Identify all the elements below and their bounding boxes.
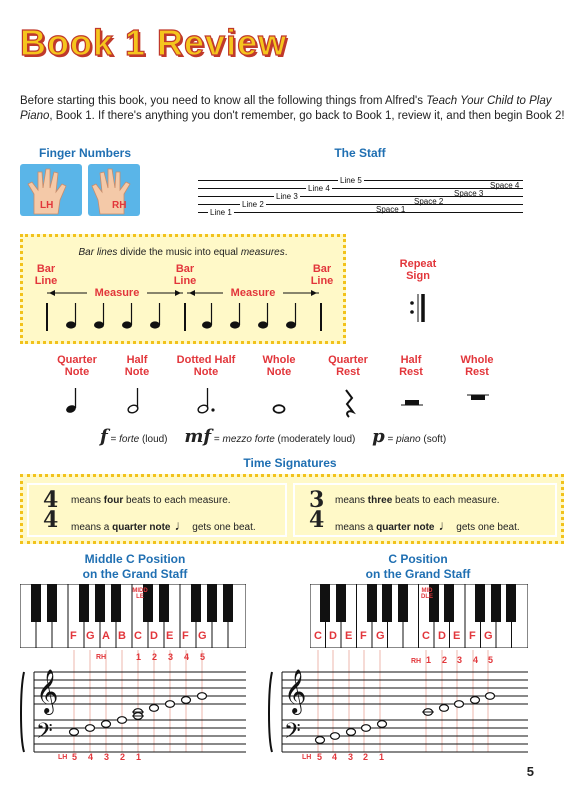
rh-finger-3: 3	[457, 655, 463, 665]
lh-label: LH	[40, 200, 54, 211]
rh-finger-2: 2	[442, 655, 448, 665]
label-l2: Note	[124, 366, 150, 378]
heading-line1: C Position	[388, 552, 448, 566]
c-position-keyboard	[310, 584, 528, 648]
label-l1: Quarter	[57, 354, 97, 366]
intro-text: Before starting this book, you need to know all the following things from Alfred's	[20, 95, 427, 107]
label-space-3: Space 3	[454, 189, 484, 198]
label-line-4: Line 4	[308, 184, 330, 193]
label-space-4: Space 4	[490, 181, 520, 190]
heading-line2: on the Grand Staff	[365, 567, 471, 581]
rh-finger-1: 1	[426, 655, 432, 665]
caption-mid: divide the music into equal	[117, 247, 241, 258]
key-A: A	[102, 630, 110, 642]
bar-word: Bar	[36, 263, 56, 275]
rh-finger-1: 1	[136, 652, 142, 662]
equals: =	[107, 434, 120, 445]
ts-34-line1	[335, 495, 500, 506]
key-D-mid: D	[438, 630, 446, 642]
ts-3-top: 3	[309, 487, 325, 513]
label-line-5: Line 5	[340, 176, 362, 185]
bar-lines-box	[20, 234, 346, 344]
staff-heading: The Staff	[334, 146, 386, 160]
t: beats to each measure.	[392, 495, 500, 506]
rh-finger-5: 5	[200, 652, 206, 662]
key-F: F	[70, 630, 77, 642]
half-rest-label	[376, 354, 446, 378]
dotted-half-note-icon	[197, 388, 215, 414]
key-D: D	[150, 630, 158, 642]
bass-clef-icon: 𝄢	[284, 719, 301, 749]
quarter-rest-icon	[346, 390, 353, 417]
lh-finger-1: 1	[379, 752, 385, 762]
half-note-icon	[127, 388, 139, 414]
treble-clef-icon: 𝄞	[36, 669, 59, 713]
bar-word: Bar	[175, 263, 195, 275]
caption-barlines: Bar lines	[78, 247, 118, 258]
intro-paragraph	[20, 94, 565, 124]
staff-diagram	[198, 178, 523, 218]
key-G-mid: G	[484, 630, 493, 642]
lh-finger-4: 4	[88, 752, 94, 762]
ts-4-top: 4	[43, 487, 59, 513]
measure-label-1: Measure	[87, 287, 147, 299]
equals: =	[211, 434, 223, 445]
whole-rest-label	[442, 354, 512, 378]
label-line-2: Line 2	[242, 200, 264, 209]
dynamic-forte	[100, 426, 168, 447]
c-position-heading	[338, 552, 498, 582]
c-position-lh-label: LH	[302, 754, 312, 761]
whole-note-icon	[274, 405, 285, 413]
key-E-mid: E	[453, 630, 461, 642]
dynamic-piano	[372, 426, 447, 447]
repeat-word: Repeat	[399, 258, 437, 270]
label-l2: Rest	[465, 366, 489, 378]
label-space-1: Space 1	[376, 205, 406, 214]
four-word: four	[103, 495, 124, 506]
label-l2: Note	[64, 366, 90, 378]
key-C: C	[134, 630, 142, 642]
key-C-low: C	[314, 630, 322, 642]
heading-line1: Middle C Position	[84, 552, 186, 566]
caption-end: .	[284, 247, 288, 258]
rh-finger-4: 4	[473, 655, 479, 665]
mezzo-forte-symbol: mf	[184, 426, 212, 447]
piano-desc: (soft)	[420, 434, 447, 445]
repeat-sign-heading	[392, 258, 444, 282]
piano-symbol: p	[372, 426, 385, 447]
middle-c-grand-staff	[20, 650, 246, 762]
key-F-mid: F	[469, 630, 476, 642]
quarter-note-icon: ♩	[434, 517, 457, 533]
bass-clef-icon: 𝄢	[36, 719, 53, 749]
key-E-low: E	[345, 630, 353, 642]
rh-finger-5: 5	[488, 655, 494, 665]
repeat-sign-icon	[406, 292, 430, 324]
c-position-grand-staff	[268, 650, 528, 762]
time-signatures-heading: Time Signatures	[243, 456, 337, 470]
key-G2: G	[198, 630, 207, 642]
lh-finger-3: 3	[348, 752, 354, 762]
time-sig-four-four	[27, 483, 287, 537]
quarter-note-icon: ♩	[170, 517, 193, 533]
ts-4-bottom: 4	[309, 507, 325, 533]
half-rest-icon	[401, 400, 423, 405]
bar-lines-drawing	[23, 237, 343, 341]
key-D-low: D	[329, 630, 337, 642]
quarter-rest-label	[313, 354, 383, 378]
dotted-half-note-label	[166, 354, 246, 378]
middle-c-lh-label: LH	[58, 754, 68, 761]
t: gets one beat.	[192, 522, 256, 533]
label-l1: Quarter	[328, 354, 368, 366]
left-hand-image	[20, 164, 82, 216]
key-E: E	[166, 630, 174, 642]
heading-line2: on the Grand Staff	[82, 567, 188, 581]
middle-c-heading	[55, 552, 215, 582]
ts-44-line2	[71, 517, 256, 533]
forte-desc: (loud)	[139, 434, 168, 445]
page-title: Book 1 Review	[20, 22, 288, 63]
keyboard-drawing	[310, 584, 528, 648]
label-l2: Rest	[399, 366, 423, 378]
forte-symbol: f	[100, 426, 108, 447]
label-l2: Rest	[336, 366, 360, 378]
rh-finger-3: 3	[168, 652, 174, 662]
middle-c-rh-label: RH	[96, 654, 107, 661]
key-F-low: F	[360, 630, 367, 642]
half-note-label	[102, 354, 172, 378]
dynamics-row	[100, 426, 520, 447]
c-position-rh-label: RH	[411, 658, 422, 665]
rh-finger-4: 4	[184, 652, 190, 662]
line-word: Line	[173, 275, 197, 287]
lh-finger-1: 1	[136, 752, 142, 762]
lh-finger-5: 5	[317, 752, 323, 762]
lh-finger-3: 3	[104, 752, 110, 762]
bar-word: Bar	[312, 263, 332, 275]
rh-finger-2: 2	[152, 652, 158, 662]
label-l2: Note	[266, 366, 292, 378]
t: gets one beat.	[456, 522, 520, 533]
treble-clef-icon: 𝄞	[284, 669, 307, 713]
line-word: Line	[34, 275, 58, 287]
lh-finger-2: 2	[120, 752, 126, 762]
finger-numbers-heading: Finger Numbers	[38, 146, 131, 160]
t: means	[335, 495, 368, 506]
quarter-note-word: quarter note	[376, 522, 435, 533]
label-l1: Dotted Half	[176, 354, 236, 366]
label-space-2: Space 2	[414, 197, 444, 206]
t: means a	[71, 522, 113, 533]
intro-book-title: Teach Your Child to Play Piano	[20, 95, 552, 122]
t: beats to each measure.	[123, 495, 231, 506]
label-line-3: Line 3	[276, 192, 298, 201]
lh-finger-5: 5	[72, 752, 78, 762]
caption-measures: measures	[240, 247, 285, 258]
rh-label: RH	[112, 200, 127, 211]
note-symbols	[30, 382, 550, 418]
three-word: three	[367, 495, 393, 506]
key-F2: F	[182, 630, 189, 642]
equals: =	[384, 434, 397, 445]
whole-note-label	[244, 354, 314, 378]
label-l1: Half	[400, 354, 422, 366]
forte-term: forte	[119, 434, 140, 445]
dynamic-mezzo-forte	[184, 426, 356, 447]
mezzo-forte-term: mezzo forte	[222, 434, 275, 445]
label-l1: Whole	[460, 354, 494, 366]
intro-text-2: , Book 1. If there's anything you don't remember, go back to Book 1, review it, and then begin Book 2!	[49, 110, 565, 122]
quarter-note-icon	[65, 388, 77, 414]
time-sig-three-four	[293, 483, 557, 537]
piano-term: piano	[396, 434, 421, 445]
time-signatures-box	[20, 474, 564, 544]
ts-4-bottom: 4	[43, 507, 59, 533]
lh-finger-4: 4	[332, 752, 338, 762]
label-l1: Whole	[262, 354, 296, 366]
sign-word: Sign	[406, 270, 430, 282]
key-G: G	[86, 630, 95, 642]
t: means a	[335, 522, 377, 533]
label-l1: Half	[126, 354, 148, 366]
measure-label-2: Measure	[223, 287, 283, 299]
mezzo-forte-desc: (moderately loud)	[274, 434, 356, 445]
ts-34-line2	[335, 517, 520, 533]
t: means	[71, 495, 104, 506]
right-hand-image	[88, 164, 140, 216]
label-line-1: Line 1	[210, 208, 232, 217]
whole-rest-icon	[467, 395, 489, 400]
middle-c-keyboard	[20, 584, 246, 648]
staff-line-1	[198, 212, 523, 213]
lh-finger-2: 2	[363, 752, 369, 762]
label-l2: Note	[193, 366, 219, 378]
quarter-note-word: quarter note	[112, 522, 171, 533]
key-G-low: G	[376, 630, 385, 642]
key-B: B	[118, 630, 126, 642]
key-C-mid: C	[422, 630, 430, 642]
middle-label: MIDDLE	[132, 588, 148, 600]
middle-label: MIDDLE	[421, 588, 433, 600]
page-number: 5	[526, 764, 534, 779]
line-word: Line	[310, 275, 334, 287]
ts-44-line1	[71, 495, 231, 506]
